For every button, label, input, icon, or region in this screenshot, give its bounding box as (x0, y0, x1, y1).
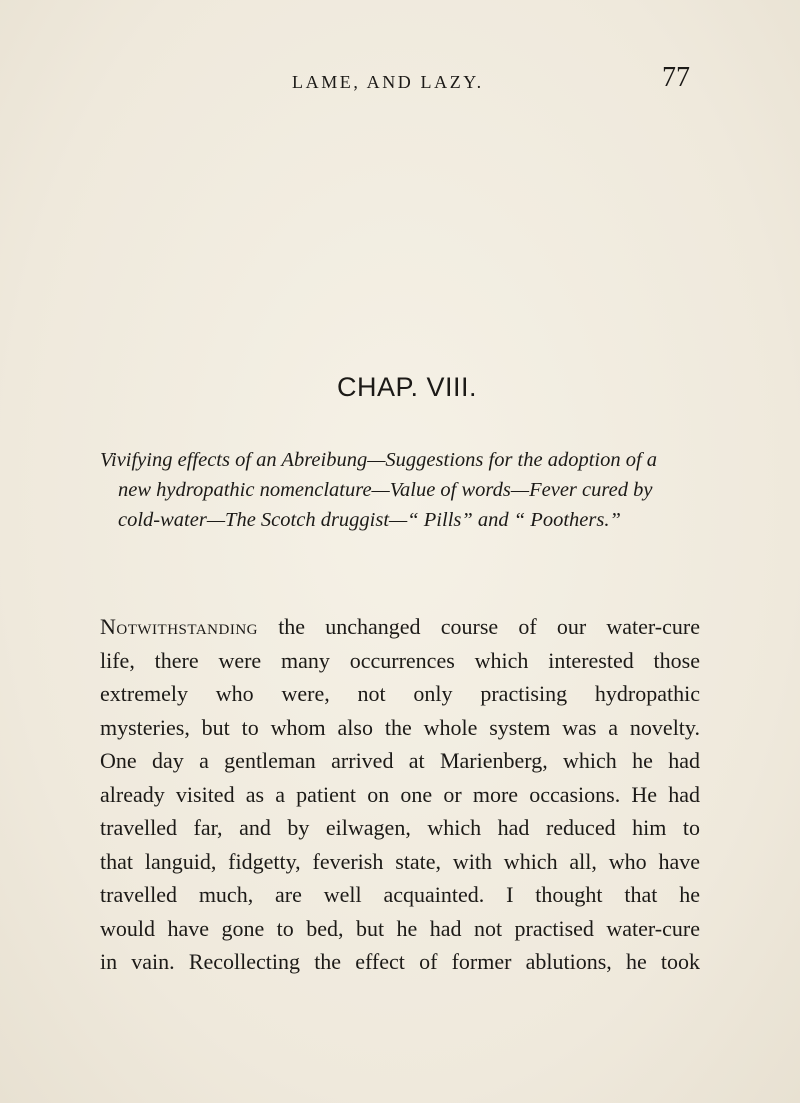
text-line: in vain. Recollecting the effect of former ablutions, he took (100, 949, 700, 974)
text-line: travelled much, are well acquainted. I thought that he (100, 882, 700, 907)
summary-line: cold-water—The Scotch druggist—“ Pills” and “ Poothers.” (118, 509, 621, 531)
page-number: 77 (662, 62, 690, 93)
drop-word: Notwithstanding (100, 614, 258, 639)
summary-line: Vivifying effects of an Abreibung—Suggestions for the adoption of a (100, 449, 658, 471)
text-line: that languid, fidgetty, feverish state, with which all, who have (100, 848, 700, 874)
text-line: extremely who were, not only practising hydropathic (100, 681, 700, 706)
chapter-heading: CHAP. VIII. (336, 372, 478, 402)
text-line: travelled far, and by eilwagen, which had reduced him to (100, 815, 700, 840)
text-line (100, 610, 700, 644)
text-line: life, there were many occurrences which interested those (100, 647, 700, 673)
text-line: already visited as a patient on one or more occasions. He had (100, 781, 700, 807)
text-line: would have gone to bed, but he had not practised water-cure (100, 915, 700, 941)
body-paragraph (100, 610, 700, 979)
chapter-summary (100, 445, 700, 535)
summary-line: new hydropathic nomenclature—Value of words—Fever cured by (118, 479, 653, 501)
text-line-rest: the unchanged course of our water-cure (258, 614, 700, 639)
text-line: One day a gentleman arrived at Marienberg, which he had (100, 748, 700, 773)
running-head: LAME, AND LAZY. (292, 72, 484, 92)
text-line: mysteries, but to whom also the whole system was a novelty. (100, 714, 700, 740)
